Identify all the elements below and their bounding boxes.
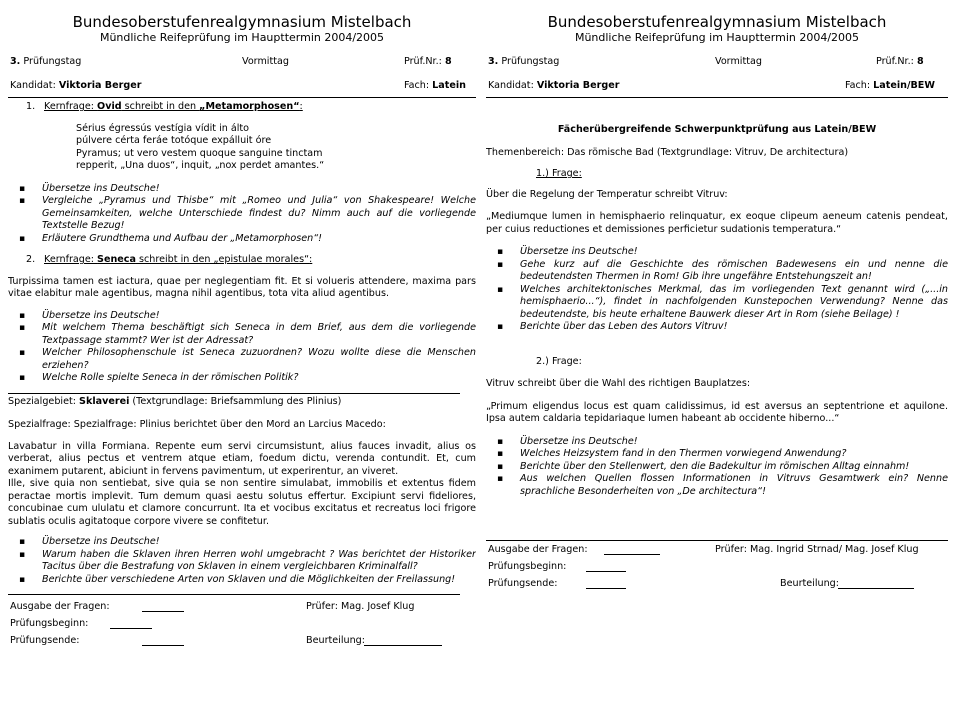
vitruv-text-1: „Mediumque lumen in hemisphaerio relinquatur, ex eoque clipeum aeneum catenis pendeat, per cuius reductiones et demissiones perficietur sudationis temperatura.“ xyxy=(486,211,948,235)
school-name: Bundesoberstufenrealgymnasium Mistelbach xyxy=(72,13,412,31)
special-question: Spezialfrage: Spezialfrage: Plinius berichtet über den Mord an Larcius Macedo: xyxy=(8,419,386,430)
task-item: ▪ Übersetze ins Deutsche! xyxy=(486,246,948,259)
poem-line: Pyramus; ut vero vestem quoque sanguine tinctam xyxy=(76,147,323,159)
left-exam-sheet xyxy=(8,0,476,720)
task-item: ▪ Vergleiche „Pyramus und Thisbe“ mit „Romeo und Julia“ von Shakespeare! Welche Gemeinsamkeiten, welche Unterschiede findest du? Nimm auch auf die vorliegende Textstelle Bezug! xyxy=(8,195,476,233)
end-row xyxy=(8,635,476,649)
task-item: ▪ Mit welchem Thema beschäftigt sich Seneca in dem Brief, aus dem die vorliegende Textpassage stammt? Wer ist der Adressat? xyxy=(8,322,476,347)
task-item: ▪ Übersetze ins Deutsche! xyxy=(8,536,476,549)
question-1-label: 1.) Frage: xyxy=(536,168,582,179)
candidate: Kandidat: Viktoria Berger xyxy=(488,80,620,91)
section-heading: Fächerübergreifende Schwerpunktprüfung aus Latein/BEW xyxy=(557,124,877,135)
blank-line xyxy=(142,635,184,646)
task-item: ▪ Erläutere Grundthema und Aufbau der „Metamorphosen“! xyxy=(8,233,476,246)
questions-issued-label: Ausgabe der Fragen: xyxy=(10,601,110,612)
question-2-tasks xyxy=(486,436,948,499)
exam-end-label: Prüfungsende: xyxy=(10,635,80,646)
divider xyxy=(8,393,460,394)
question-1-tasks xyxy=(8,183,476,246)
vitruv-text-2: „Primum eligendus locus est quam calidissimus, id est aversus an septentrione et aquilone. Ipsa autem caldaria tepidariaque lumen habeant ab occidente hiberno...“ xyxy=(486,400,948,424)
exam-day-row xyxy=(486,56,948,69)
question-1-tasks xyxy=(486,246,948,334)
subject: Fach: Latein/BEW xyxy=(845,80,935,91)
pliny-text: Lavabatur in villa Formiana. Repente eum servi circumsistunt, alius fauces invadit, alius os verberat, alius pectus et ventrem atque etiam, foedum dictu, verenda contundit. Et, cum exanimem putarent, abiciunt in fervens pavimentum, ut experirentur, an viveret. Ille, sive quia non sentiebat, sive quia se non sentire simulabat, immobilis et extentus fidem peractae mortis implevit. Tum demum quasi aestu solutus effertur. Excipiunt servi fideliores, concubinae cum ululatu et clamore concurrunt. Ita et vocibus excitatus et recreatus loci frigore sublatis oculis agitatoque corpore vivere se confitetur. xyxy=(8,440,476,527)
output-row xyxy=(8,601,476,615)
question-2-intro: Vitruv schreibt über die Wahl des richtigen Bauplatzes: xyxy=(486,378,751,389)
blank-line xyxy=(586,561,626,572)
topic-area: Themenbereich: Das römische Bad (Textgrundlage: Vitruv, De architectura) xyxy=(486,146,849,158)
blank-line xyxy=(838,578,914,589)
question-1-intro: Über die Regelung der Temperatur schreibt Vitruv: xyxy=(486,188,728,200)
blank-line xyxy=(586,578,626,589)
question-1-heading: 1. Kernfrage: Ovid schreibt in den „Metamorphosen“: xyxy=(26,101,303,112)
task-item: ▪ Welche Rolle spielte Seneca in der römischen Politik? xyxy=(8,372,476,385)
candidate-row xyxy=(486,80,948,93)
candidate: Kandidat: Viktoria Berger xyxy=(10,80,142,91)
exam-day: 3. Prüfungstag xyxy=(488,56,560,67)
exam-day: 3. Prüfungstag xyxy=(10,56,82,67)
output-row xyxy=(486,544,948,558)
blank-line xyxy=(110,618,152,629)
blank-line xyxy=(364,635,442,646)
exam-time: Vormittag xyxy=(715,56,762,67)
special-topic: Spezialgebiet: Sklaverei (Textgrundlage: Briefsammlung des Plinius) xyxy=(8,395,342,407)
exam-day-row xyxy=(8,56,476,69)
task-item: ▪ Welcher Philosophenschule ist Seneca zuzuordnen? Wozu wollte diese die Menschen erziehen? xyxy=(8,347,476,372)
task-item: ▪ Welches architektonisches Merkmal, das im vorliegenden Text genannt wird („...in hemisphaerio...“), findet in nachfolgenden Kunstepochen Verwendung? Nenne das bedeutendste, bis heute erhaltene Bauwerk dieser Art in Rom (siehe Beilage) ! xyxy=(486,284,948,322)
examiner: Prüfer: Mag. Ingrid Strnad/ Mag. Josef Klug xyxy=(715,544,919,555)
blank-line xyxy=(604,544,660,555)
divider xyxy=(486,97,948,98)
exam-subtitle: Mündliche Reifeprüfung im Haupttermin 2004/2005 xyxy=(574,31,860,44)
poem-line: púlvere cérta feráe totóque expálluit óre xyxy=(76,135,272,146)
right-exam-sheet xyxy=(486,0,948,720)
grade-label: Beurteilung: xyxy=(780,578,839,589)
exam-time: Vormittag xyxy=(242,56,289,67)
exam-subtitle: Mündliche Reifeprüfung im Haupttermin 2004/2005 xyxy=(99,31,385,44)
task-item: ▪ Berichte über das Leben des Autors Vitruv! xyxy=(486,321,948,334)
task-item: ▪ Aus welchen Quellen flossen Informationen in Vitruvs Gesamtwerk ein? Nenne sprachliche Besonderheiten von „De architectura“! xyxy=(486,473,948,498)
grade-label: Beurteilung: xyxy=(306,635,365,646)
question-2-heading: 2. Kernfrage: Seneca schreibt in den „epistulae morales“: xyxy=(26,254,313,265)
candidate-row xyxy=(8,80,476,93)
start-row xyxy=(8,618,476,632)
poem-line: repperit, „Una duos“, inquit, „nox perdet amantes.“ xyxy=(76,160,325,171)
task-item: ▪ Warum haben die Sklaven ihren Herren wohl umgebracht ? Was berichtet der Historiker Tacitus über die Bestrafung von Sklaven in einem vergleichbaren Kriminalfall? xyxy=(8,549,476,574)
school-name: Bundesoberstufenrealgymnasium Mistelbach xyxy=(547,13,887,31)
task-item: ▪ Berichte über den Stellenwert, den die Badekultur im römischen Alltag einnahm! xyxy=(486,461,948,474)
exam-start-label: Prüfungsbeginn: xyxy=(10,618,89,629)
task-item: ▪ Welches Heizsystem fand in den Thermen vorwiegend Anwendung? xyxy=(486,448,948,461)
exam-number: Prüf.Nr.: 8 xyxy=(404,56,452,67)
end-row xyxy=(486,578,948,592)
blank-line xyxy=(142,601,184,612)
start-row xyxy=(486,561,948,575)
exam-start-label: Prüfungsbeginn: xyxy=(488,561,567,572)
exam-number: Prüf.Nr.: 8 xyxy=(876,56,924,67)
divider xyxy=(8,97,476,98)
exam-end-label: Prüfungsende: xyxy=(488,578,558,589)
task-item: ▪ Übersetze ins Deutsche! xyxy=(8,310,476,323)
task-item: ▪ Übersetze ins Deutsche! xyxy=(8,183,476,196)
poem-line: Sérius égressús vestígia vídit in álto xyxy=(76,122,250,134)
question-2-tasks xyxy=(8,310,476,385)
divider xyxy=(8,594,460,595)
divider xyxy=(486,540,948,541)
task-item: ▪ Übersetze ins Deutsche! xyxy=(486,436,948,449)
task-item: ▪ Berichte über verschiedene Arten von Sklaven und die Möglichkeiten der Freilassung! xyxy=(8,574,476,587)
task-item: ▪ Gehe kurz auf die Geschichte des römischen Badewesens ein und nenne die bedeutendsten Thermen in Rom! Gib ihre ungefähre Entstehungszeit an! xyxy=(486,259,948,284)
question-2-label: 2.) Frage: xyxy=(536,355,582,367)
examiner: Prüfer: Mag. Josef Klug xyxy=(306,601,415,612)
special-tasks xyxy=(8,536,476,586)
ovid-poem xyxy=(8,123,476,173)
subject: Fach: Latein xyxy=(404,80,466,91)
questions-issued-label: Ausgabe der Fragen: xyxy=(488,544,588,555)
seneca-text: Turpissima tamen est iactura, quae per neglegentiam fit. Et si volueris attendere, maxima pars vitae elabitur male agentibus, magna nihil agentibus, tota vita aliud agentibus. xyxy=(8,275,476,299)
